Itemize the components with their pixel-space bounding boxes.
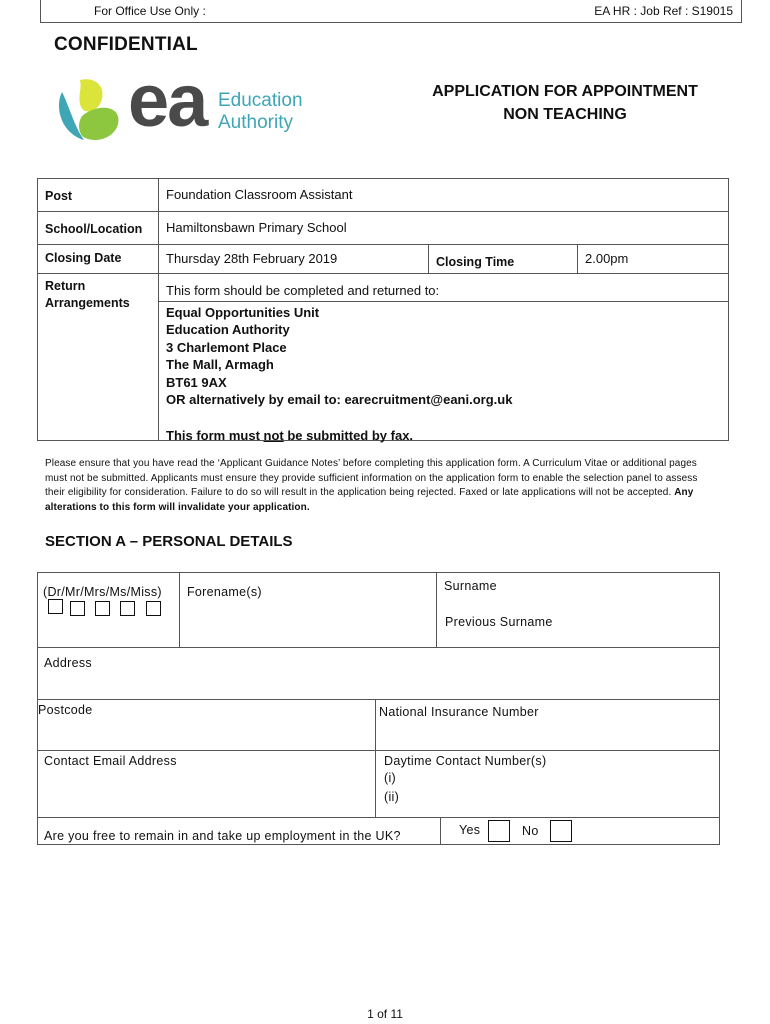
logo-wordmark [218, 90, 303, 134]
title-mr-checkbox[interactable] [70, 601, 85, 616]
title-options-label: (Dr/Mr/Mrs/Ms/Miss) [43, 585, 162, 599]
uk-employment-question: Are you free to remain in and take up employment in the UK? [44, 829, 401, 843]
closing-date-field[interactable]: Thursday 28th February 2019 [158, 244, 429, 274]
phone-label: Daytime Contact Number(s) [384, 754, 547, 768]
closing-time-field[interactable]: 2.00pm [577, 244, 729, 274]
col-divider [179, 572, 180, 648]
guidance-paragraph [45, 457, 720, 515]
form-title-line-2: NON TEACHING [503, 106, 627, 123]
return-email-line: OR alternatively by email to: earecruitment@eani.org.uk [166, 392, 513, 407]
col-divider [440, 817, 441, 845]
guidance-text: Please ensure that you have read the ‘Applicant Guidance Notes’ before completing this application form. A Curriculum Vitae or additional pages must not be submitted. Applicants must ensure they provide sufficient information on the application form to enable the selection panel to assess their eligibility for consideration. Failure to do so will result in the application being rejected. Faxed or late applications will not be accepted. [45, 458, 698, 498]
logo-line-2: Authority [218, 112, 293, 133]
fax-warning-end: be submitted by fax. [283, 427, 414, 443]
phone-ii-label: (ii) [384, 790, 400, 804]
confidential-heading: CONFIDENTIAL [54, 34, 198, 55]
forename-field[interactable] [181, 605, 434, 645]
forename-label: Forename(s) [187, 585, 262, 599]
office-use-label: For Office Use Only : [94, 4, 206, 18]
row-divider [37, 817, 720, 818]
address-label: Address [44, 656, 92, 670]
guidance-warning: Any alterations to this form will invalidate your application. [45, 487, 694, 513]
yes-label: Yes [459, 823, 481, 837]
row-divider [37, 699, 720, 700]
return-arrangements-label [37, 273, 159, 441]
return-address-line: 3 Charlemont Place [166, 339, 287, 355]
page-number: 1 of 11 [367, 1007, 403, 1021]
leaf-logo-icon [52, 74, 128, 146]
row-divider [37, 647, 720, 648]
return-address-line: The Mall, Armagh [166, 357, 274, 372]
fax-warning [166, 427, 512, 445]
postcode-label: Postcode [38, 703, 93, 717]
email-label: Contact Email Address [44, 754, 177, 768]
school-value-field[interactable]: Hamiltonsbawn Primary School [158, 211, 729, 245]
logo-line-1: Education [218, 90, 303, 111]
uk-no-checkbox[interactable] [550, 820, 572, 842]
address-field[interactable] [110, 652, 710, 696]
form-title-line-1: APPLICATION FOR APPOINTMENT [432, 83, 698, 100]
phone-i-label: (i) [384, 771, 397, 785]
return-address-line: Equal Opportunities Unit [166, 304, 320, 320]
no-label: No [522, 824, 539, 838]
office-use-bar [40, 0, 742, 23]
row-divider [37, 750, 720, 751]
ni-number-label: National Insurance Number [379, 705, 539, 719]
return-address-line: BT61 9AX [166, 374, 227, 390]
return-intro: This form should be completed and returned to: [166, 283, 440, 298]
section-a-heading: SECTION A – PERSONAL DETAILS [45, 533, 293, 550]
title-miss-checkbox[interactable] [146, 601, 161, 616]
title-dr-checkbox[interactable] [48, 599, 63, 614]
title-ms-checkbox[interactable] [120, 601, 135, 616]
job-ref: EA HR : Job Ref : S19015 [594, 4, 733, 18]
post-label: Post [37, 178, 159, 212]
return-details [166, 282, 512, 444]
ea-logo [52, 59, 322, 146]
fax-warning-start: This form must [166, 427, 264, 443]
school-label: School/Location [37, 211, 159, 245]
closing-time-label: Closing Time [428, 244, 578, 274]
col-divider [436, 572, 437, 648]
return-label-line-1: Return [45, 279, 86, 293]
col-divider [375, 699, 376, 818]
fax-warning-not: not [263, 427, 284, 443]
title-mrs-checkbox[interactable] [95, 601, 110, 616]
form-title [400, 80, 730, 126]
return-label-line-2: Arrangements [45, 296, 130, 310]
surname-label: Surname [444, 579, 497, 593]
closing-date-label: Closing Date [37, 244, 159, 274]
logo-letters: ea [128, 59, 207, 142]
uk-yes-checkbox[interactable] [488, 820, 510, 842]
previous-surname-label: Previous Surname [445, 615, 553, 629]
post-value-field[interactable]: Foundation Classroom Assistant [158, 178, 729, 212]
return-address-line: Education Authority [166, 322, 290, 337]
